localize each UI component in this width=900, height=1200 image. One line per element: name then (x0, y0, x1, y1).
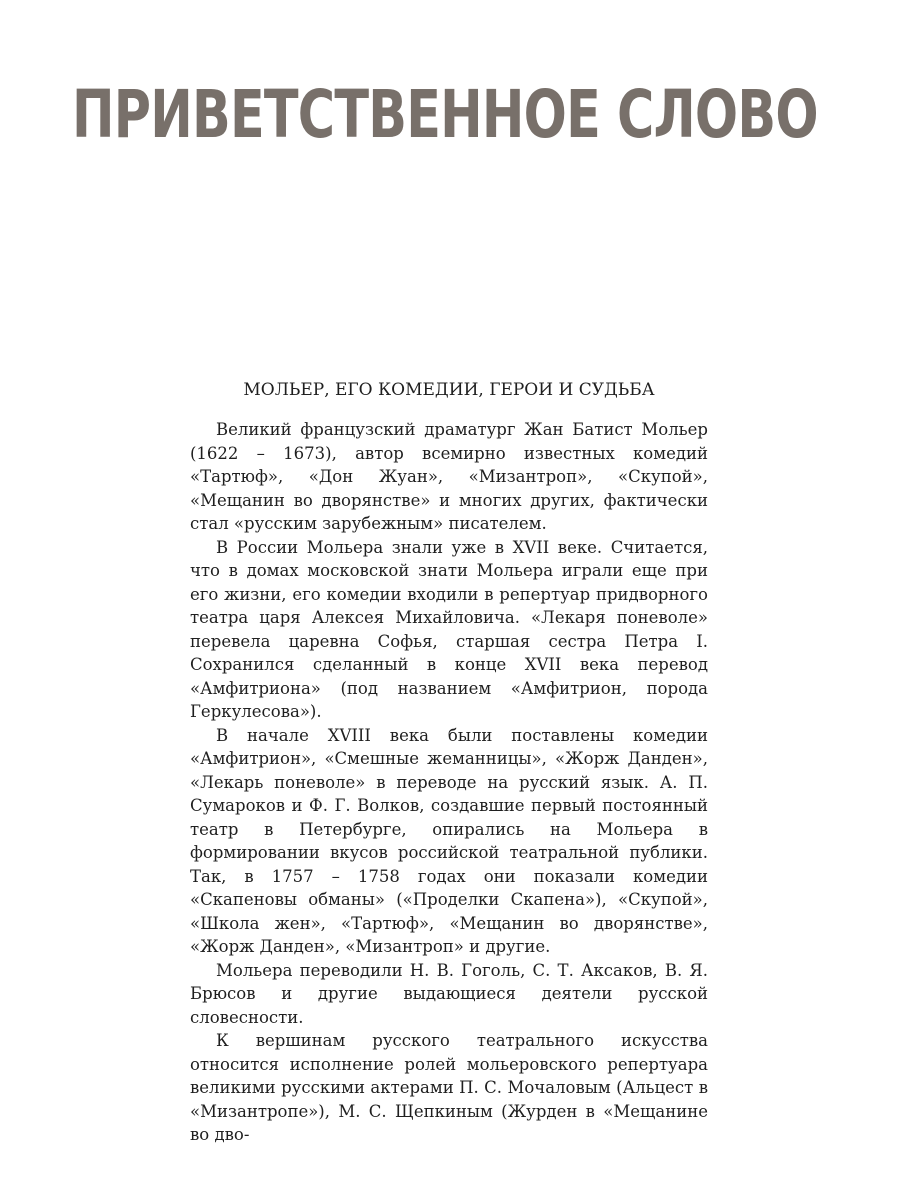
paragraph: Великий французский драматург Жан Батист Мольер (1622 – 1673), автор всемирно известных комедий «Тартюф», «Дон Жуан», «Мизантроп», «Скупой», «Мещанин во дворянстве» и многих других, фактически стал «русским зарубежным» писателем. (190, 420, 708, 533)
page-heading: ПРИВЕТСТВЕННОЕ СЛОВО (72, 76, 818, 153)
paragraph: К вершинам русского театрального искусства относится исполнение ролей мольеровского репертуара великими русскими актерами П. С. Мочаловым (Альцест в «Мизантропе»), М. С. Щепкиным (Журден в «Мещанине во дво- (190, 1031, 708, 1144)
section-title: МОЛЬЕР, ЕГО КОМЕДИИ, ГЕРОИ И СУДЬБА (243, 380, 655, 400)
paragraph: В России Мольера знали уже в XVII веке. Считается, что в домах московской знати Мольера играли еще при его жизни, его комедии входили в репертуар придворного театра царя Алексея Михайловича. «Лекаря поневоле» перевела царевна Софья, старшая сестра Петра I. Сохранился сделанный в конце XVII века перевод «Амфитриона» (под названием «Амфитрион, порода Геркулесова»). (190, 537, 708, 721)
paragraph: Мольера переводили Н. В. Гоголь, С. Т. Аксаков, В. Я. Брюсов и другие выдающиеся деятели русской словесности. (190, 960, 708, 1027)
article-body (190, 418, 708, 1147)
paragraph: В начале XVIII века были поставлены комедии «Амфитрион», «Смешные жеманницы», «Жорж Данден», «Лекарь поневоле» в переводе на русский язык. А. П. Сумароков и Ф. Г. Волков, создавшие первый постоянный театр в Петербурге, опирались на Мольера в формировании вкусов российской театральной публики. Так, в 1757 – 1758 годах они показали комедии «Скапеновы обманы» («Проделки Скапена»), «Скупой», «Школа жен», «Тартюф», «Мещанин во дворянстве», «Жорж Данден», «Мизантроп» и другие. (190, 725, 708, 956)
